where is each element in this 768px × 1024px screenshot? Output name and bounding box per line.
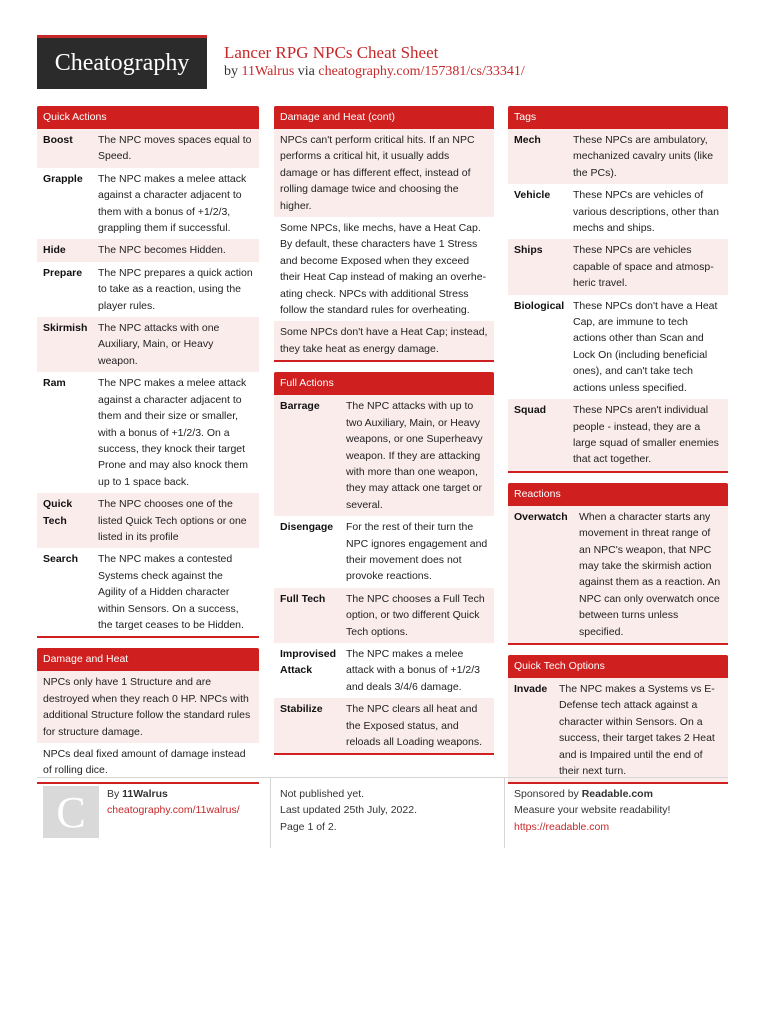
row-desc: These NPCs don't have a Heat Cap, are immune to tech actions other than Scan and Lock On (including beneficial ones), and can't take tech actions unless specified. <box>573 299 718 394</box>
by-prefix: by <box>224 64 242 79</box>
author-avatar[interactable] <box>43 786 99 838</box>
section-title: Reactions <box>508 483 728 506</box>
row-term: Prepare <box>43 266 83 279</box>
title-block <box>224 43 525 81</box>
row-desc: The NPC makes a melee attack against a character adjacent to them and their size or smaller, with a bonus of +1/2/3. On a success, they knock their target Prone and may also knock them up to 1 space back. <box>98 377 248 488</box>
avatar-letter: C <box>56 787 86 837</box>
paragraph: Some NPCs, like mechs, have a Heat Cap. By default, these characters have 1 Stress and become Exposed when they exceed their Heat Cap instead of making an overheating check. NPCs with additional Stress follow the standard rules for overheating. <box>274 217 494 321</box>
table-row <box>508 239 728 294</box>
row-term: Biological <box>514 299 565 312</box>
table-row <box>37 129 259 168</box>
quick-actions-table <box>37 129 259 638</box>
row-term: Mech <box>514 134 541 146</box>
paragraph: NPCs can't perform critical hits. If an NPC performs a critical hit, it usually adds damage or has different effect, instead of rolling damage twice and choosing the higher. <box>274 129 494 217</box>
table-row <box>37 239 259 261</box>
table-row <box>37 548 259 636</box>
section-reactions <box>508 483 728 645</box>
logo-text: Cheatography <box>54 50 190 76</box>
row-desc: The NPC chooses a Full Tech option, or two different Quick Tech options. <box>346 592 485 638</box>
row-desc: The NPC attacks with up to two Auxiliary, Main, or Heavy weapons, or one Superheavy weapon. If they are attacking with more than one weapon, they may attack one target or several. <box>346 400 483 511</box>
row-term: Quick Tech <box>43 498 73 527</box>
damage-heat-cont-body <box>274 129 494 362</box>
row-desc: The NPC attacks with one Auxiliary, Main, or Heavy weapon. <box>98 322 220 367</box>
row-desc: The NPC clears all heat and the Exposed status, and reloads all Loading weapons. <box>346 703 483 748</box>
table-row <box>37 493 259 548</box>
section-tags <box>508 106 728 473</box>
page-number: Page 1 of 2. <box>280 820 337 833</box>
full-actions-table <box>274 395 494 755</box>
sponsor-line <box>514 786 670 802</box>
quick-tech-table <box>508 678 728 784</box>
row-desc: The NPC makes a melee attack with a bonus of +1/2/3 and deals 3/4/6 damage. <box>346 647 480 693</box>
author-link[interactable]: 11Walrus <box>241 64 295 79</box>
section-full-actions <box>274 372 494 755</box>
row-term: Invade <box>514 682 548 695</box>
tags-table <box>508 129 728 473</box>
footer-divider <box>270 778 271 848</box>
cheatography-logo[interactable] <box>37 35 207 89</box>
column-2 <box>274 106 494 765</box>
row-desc: The NPC makes a contested Systems check against the Agility of a Hidden character within Sensors. On a success, the target ceases to be Hidden. <box>98 553 244 631</box>
row-term: Disengage <box>280 521 334 534</box>
section-title: Damage and Heat (cont) <box>274 106 494 129</box>
column-1 <box>37 106 259 794</box>
section-title: Tags <box>508 106 728 129</box>
row-term: Overwatch <box>514 510 568 523</box>
section-damage-heat-cont <box>274 106 494 362</box>
table-row <box>274 395 494 516</box>
by-label: By <box>107 788 123 800</box>
published-status: Not published yet. <box>280 788 365 800</box>
row-term: Stabilize <box>280 703 323 716</box>
row-desc: The NPC prepares a quick action to take as a reaction, using the player rules. <box>98 266 253 312</box>
footer-by-line <box>107 786 240 802</box>
footer-author-name[interactable]: 11Walrus <box>122 788 168 800</box>
table-row <box>37 317 259 372</box>
row-term: Improvised Attack <box>280 647 337 677</box>
last-updated: Last updated 25th July, 2022. <box>280 804 417 817</box>
section-quick-actions <box>37 106 259 638</box>
byline <box>224 63 525 81</box>
footer <box>37 777 728 847</box>
table-row <box>508 184 728 239</box>
footer-author-url[interactable]: cheatography.com/11walrus/ <box>107 804 240 817</box>
row-term: Ram <box>43 377 66 390</box>
row-term: Boost <box>43 134 73 146</box>
section-title: Quick Tech Options <box>508 655 728 678</box>
paragraph: Some NPCs don't have a Heat Cap; instead, they take heat as energy damage. <box>274 321 494 360</box>
row-term: Full Tech <box>280 592 326 605</box>
sponsor-tagline: Measure your website readability! <box>514 804 671 817</box>
row-desc: These NPCs are vehicles capable of space and atmospheric travel. <box>573 244 714 290</box>
section-quick-tech-options <box>508 655 728 784</box>
row-desc: The NPC makes a melee attack against a character adjacent to them with a bonus of +1/2/3, grappling them if successful. <box>98 172 247 235</box>
column-3 <box>508 106 728 794</box>
row-desc: The NPC makes a Systems vs E-Defense tech attack against a character within Sensors. On a success, their target takes 2 Heat and is Impaired until the end of their next turn. <box>559 682 715 777</box>
footer-sponsor <box>514 786 670 835</box>
reactions-table <box>508 506 728 645</box>
damage-heat-body <box>37 671 259 783</box>
sheet-url-link[interactable]: cheatography.com/157381/cs/33341/ <box>318 64 525 79</box>
table-row <box>274 588 494 643</box>
table-row <box>274 643 494 698</box>
sponsor-prefix: Sponsored by <box>514 788 582 800</box>
table-row <box>274 698 494 753</box>
row-term: Hide <box>43 244 66 257</box>
sponsor-name[interactable]: Readable.com <box>581 788 653 800</box>
table-row <box>508 129 728 184</box>
row-desc: The NPC moves spaces equal to Speed. <box>98 134 252 163</box>
row-desc: For the rest of their turn the NPC ignores engagement and their movement does not provoke reactions. <box>346 521 488 583</box>
section-title: Quick Actions <box>37 106 259 129</box>
row-desc: These NPCs are vehicles of various descriptions, other than mechs and ships. <box>573 189 719 235</box>
footer-author <box>107 786 240 819</box>
row-term: Search <box>43 553 79 566</box>
row-term: Barrage <box>280 400 320 413</box>
row-term: Squad <box>514 404 547 417</box>
row-desc: The NPC becomes Hidden. <box>98 244 226 257</box>
page-title[interactable]: Lancer RPG NPCs Cheat Sheet <box>224 43 439 62</box>
paragraph: NPCs only have 1 Structure and are destroyed when they reach 0 HP. NPCs with additional Structure follow the standard rules for structure damage. <box>37 671 259 743</box>
row-desc: These NPCs are ambulatory, mechanized cavalry units (like the PCs). <box>573 134 714 179</box>
row-term: Vehicle <box>514 189 551 202</box>
table-row <box>508 678 728 782</box>
paragraph: NPCs deal fixed amount of damage instead of rolling dice. <box>37 743 259 782</box>
table-row <box>37 168 259 240</box>
table-row <box>37 262 259 317</box>
table-row <box>508 399 728 471</box>
row-desc: When a character starts any movement in threat range of an NPC's weapon, that NPC may take the skirmish action against them as a reaction. An NPC can only overwatch once between turns unless specified. <box>579 510 721 638</box>
table-row <box>37 372 259 493</box>
row-term: Ships <box>514 244 543 257</box>
row-desc: These NPCs aren't individual people - instead, they are a large squad of smaller enemies that act together. <box>573 404 719 466</box>
table-row <box>508 295 728 399</box>
row-desc: The NPC chooses one of the listed Quick Tech options or one listed in its profile <box>98 498 247 543</box>
section-damage-heat <box>37 648 259 783</box>
footer-meta <box>280 786 417 835</box>
row-term: Skirmish <box>43 322 88 335</box>
via-text: via <box>294 64 319 79</box>
sponsor-url[interactable]: https://readable.com <box>514 820 610 833</box>
section-title: Full Actions <box>274 372 494 395</box>
row-term: Grapple <box>43 172 83 185</box>
section-title: Damage and Heat <box>37 648 259 671</box>
footer-divider <box>504 778 505 848</box>
table-row <box>274 516 494 588</box>
table-row <box>508 506 728 643</box>
